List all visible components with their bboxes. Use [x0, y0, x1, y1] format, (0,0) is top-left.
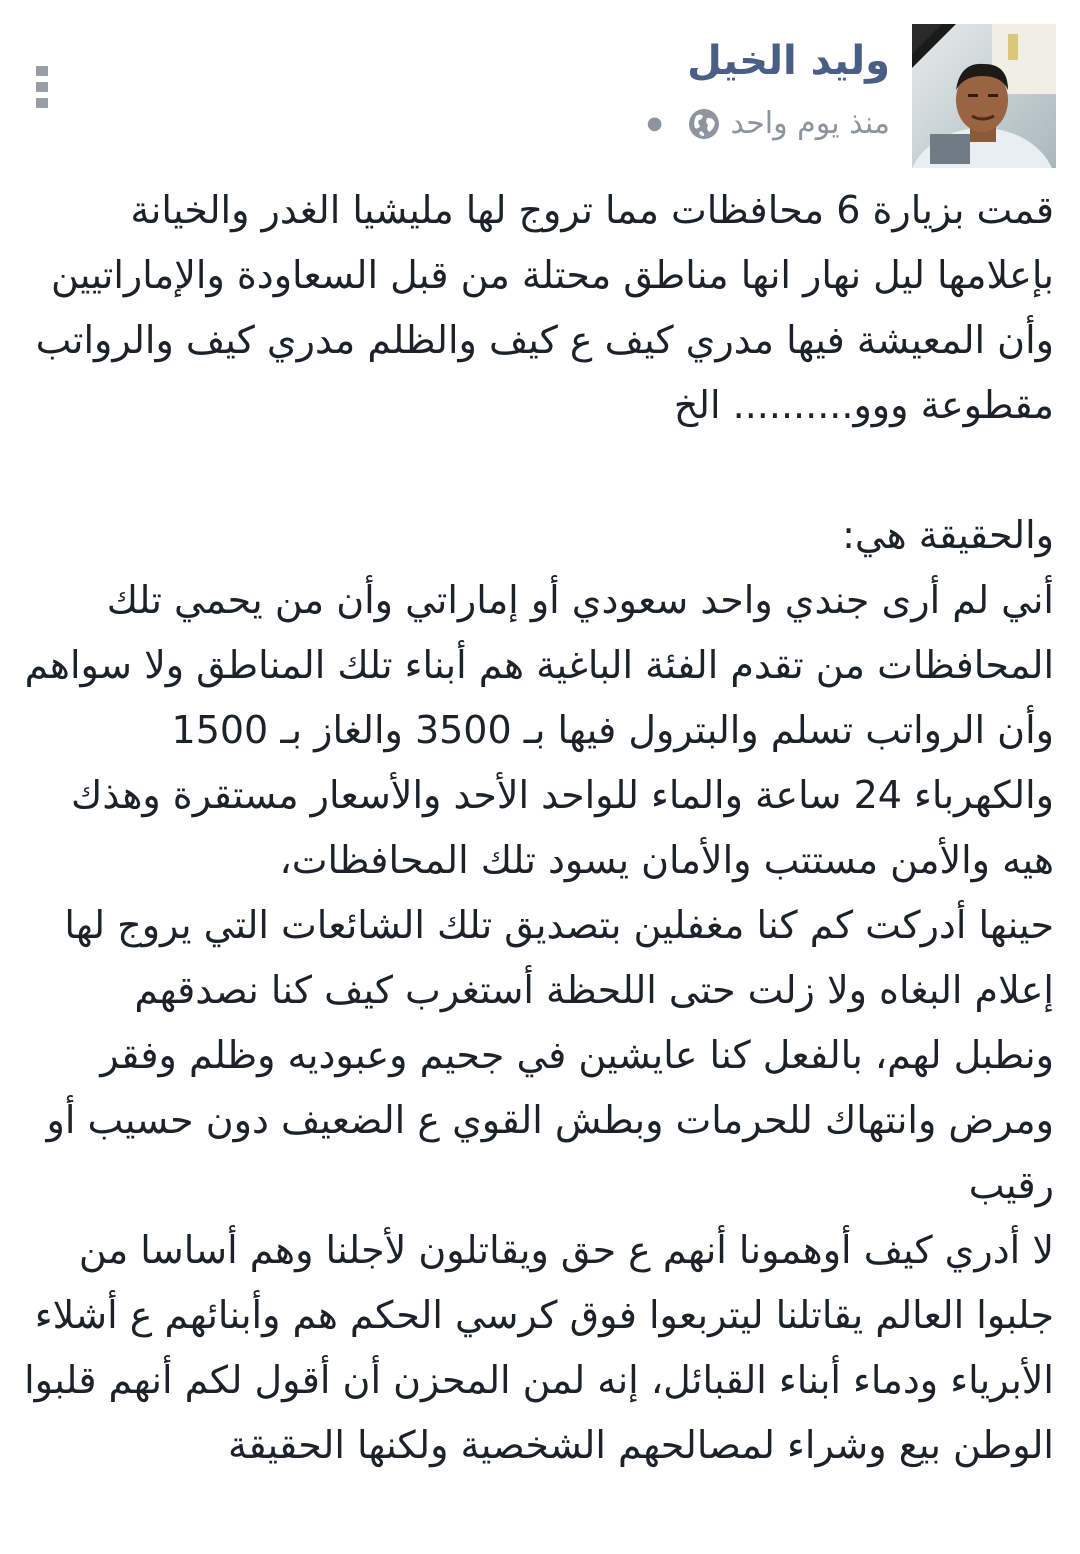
post-paragraph: حينها أدركت كم كنا مغفلين بتصديق تلك الشائعات التي يروج لها إعلام البغاه ولا زلت حتى اللحظة أستغرب كيف كنا نصدقهم ونطبل لهم، بالفعل كنا عايشين في جحيم وعبوديه وظلم وفقر ومرض وانتهاك للحرمات وبطش القوي ع الضعيف دون حسيب أو رقيب — [34, 903, 1054, 1207]
post-timestamp[interactable]: منذ يوم واحد — [730, 106, 890, 141]
post-paragraph: لا أدري كيف أوهمونا أنهم ع حق ويقاتلون لأجلنا وهم أساسا من جلبوا العالم يقاتلنا ليتربعوا فوق كرسي الحكم هم وأبنائهم ع أشلاء الأبرياء ودماء أبناء القبائل، إنه لمن المحزن أن أقول لكم أنهم قلبوا الوطن بيع وشراء لمصالحهم الشخصية ولكنها الحقيقة — [11, 1228, 1054, 1467]
post-paragraph — [22, 438, 1054, 503]
separator-dot: ● — [646, 113, 663, 134]
post-paragraph: قمت بزيارة 6 محافظات مما تروج لها مليشيا الغدر والخيانة بإعلامها ليل نهار انها مناطق محتلة من قبل السعاودة والإماراتيين وأن المعيشة فيها مدري كيف ع كيف والظلم مدري كيف والرواتب مقطوعة ووو.......... الخ — [23, 188, 1054, 427]
avatar-photo — [912, 24, 1056, 168]
globe-icon — [687, 107, 721, 141]
avatar[interactable] — [912, 24, 1056, 168]
post-meta — [647, 106, 890, 141]
post-paragraph: والحقيقة هي: — [842, 513, 1054, 557]
post-paragraph: أني لم أرى جندي واحد سعودي أو إماراتي وأن من يحمي تلك المحافظات من تقدم الفئة الباغية هم أبناء تلك المناطق ولا سواهم وأن الرواتب تسلم والبترول فيها بـ 3500 والغاز بـ 1500 والكهرباء 24 ساعة والماء للواحد الأحد والأسعار مستقرة وهذك هيه والأمن مستتب والأمان يسود تلك المحافظات، — [12, 578, 1054, 882]
more-options-icon[interactable] — [30, 66, 54, 116]
post-body — [11, 178, 1054, 1478]
post-author-name[interactable]: وليد الخيل — [687, 38, 890, 84]
